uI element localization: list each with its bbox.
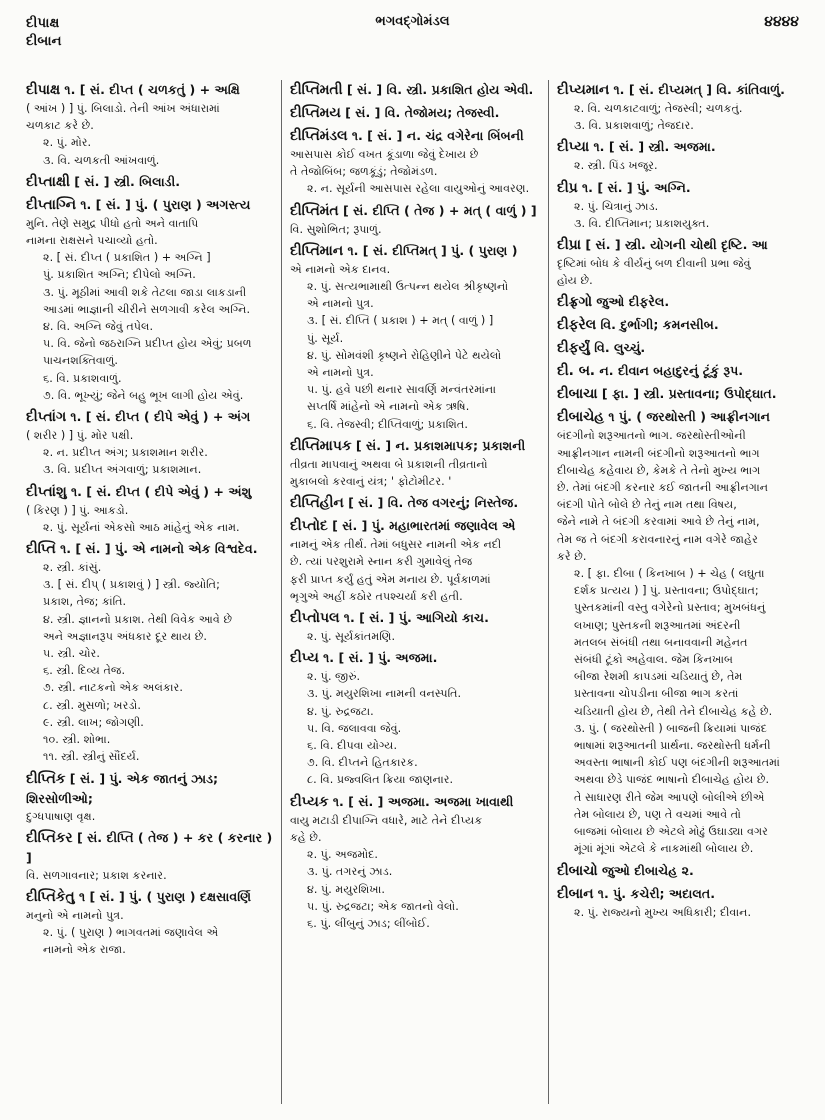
entry-sense-line: ૭. વિ. દીપ્તને હિતકારક. (307, 756, 418, 770)
entry-head-line (557, 137, 809, 157)
entry-head-line (290, 792, 540, 812)
dictionary-entry (26, 195, 274, 404)
entry-definition-line: ( કિરણ ) ] પું. આકડો. (26, 503, 129, 517)
dictionary-entry (26, 407, 274, 479)
entry-sense-line: દર્શક પ્રત્યય ) ] પું. પ્રસ્તાવના; ઉપોદ્ઘાત; (574, 584, 759, 598)
column-divider (548, 80, 549, 1104)
entry-definition-line: બંદગી પોતે બોલે છે તેનું નામ તથા વિષય, (557, 498, 737, 512)
entry-headword: દીપ્તિકર (26, 829, 73, 846)
entry-headword: દીપ્યા (557, 139, 590, 156)
entry-head-text: [ ફા. ] સ્ત્રી. પ્રસ્તાવના; ઉપોદ્ઘાત. (597, 386, 777, 402)
entry-sense-line: ૨. પું. જીરું. (307, 670, 361, 684)
dictionary-title: ભગવદ્ગોમંડલ (375, 14, 450, 29)
entry-headword: દીપ્તિ (26, 541, 56, 558)
entry-head-line (557, 884, 809, 904)
entry-sense-line: પું. પ્રકાશિત અગ્નિ; દીપેલો અગ્નિ. (43, 268, 196, 282)
entry-head-line (26, 887, 274, 907)
entry-head-text: [ સં. ] વિ. સ્ત્રી. પ્રકાશિત હોય એવી. (342, 82, 534, 97)
entry-sense-line: એ નામનો પુત્ર. (307, 297, 374, 311)
entry-definition-line: એ નામનો એક દાનવ. (290, 262, 391, 276)
entry-sense-line: ૨. પું. ચિત્રાનું ઝાડ. (574, 199, 659, 213)
dictionary-entry (26, 887, 274, 959)
dictionary-entry (557, 884, 809, 921)
dictionary-entry (557, 80, 809, 134)
entry-sense-line: ૩. વિ. પ્રકાશવાળું; તેજદાર. (574, 119, 694, 133)
entry-definition-line: વિ. સળગાવનાર; પ્રકાશ કરનાર. (26, 868, 167, 882)
entry-head-text: ૧. [ સં. દીપ્ત ( દીપે એવું ) + અંશુ (66, 483, 252, 499)
entry-sense-line: ૩. [ સં. દીપ્તિ ( પ્રકાશ ) + મત્ ( વાળું ) ] (307, 314, 494, 328)
entry-headword: દીપ્તોદ (290, 518, 328, 535)
dictionary-entry (557, 235, 809, 289)
entry-sense-line: તે સાધારણ રીતે જેમ આપણે બોલીએ છીએ (574, 790, 765, 804)
entry-head-text: ન. દીવાન બહાદુરનું ટૂંકું રૂપ. (595, 363, 744, 379)
entry-headword: દીપ્તિમાન (290, 242, 344, 259)
entry-definition-line: ચળકાટ કરે છે. (26, 119, 94, 133)
column-divider (281, 80, 282, 1104)
entry-sense-line: ૨. પું. રાજ્યનો મુખ્ય અધિકારી; દીવાન. (574, 905, 751, 919)
dictionary-entry (557, 861, 809, 881)
entry-sense-line: ૨. ન. પ્રદીપ્ત અંગ; પ્રકાશમાન શરીર. (43, 446, 208, 460)
entry-sense-line: ૨. [ ફા. દીબા ( કિનખાબ ) + ચેહ ( લઘુતા (574, 567, 765, 581)
entry-sense-line: પું. સૂર્ય. (307, 331, 344, 345)
entry-sense-line: ૪. સ્ત્રી. જ્ઞાનનો પ્રકાશ. તેથી વિવેક આવે છે (43, 612, 233, 626)
entry-head-text: જુઓ દીબાચેહ ૨. (597, 862, 694, 878)
entry-headword: દીપ્તિકેતુ (26, 888, 75, 905)
entry-headword: દીપ્તિમય (290, 105, 341, 121)
entry-sense-line: સંબંધી ટૂંકો અહેવાલ. જેમ કિનખાબ (574, 653, 734, 667)
entry-definition-line: કરે છે. (557, 549, 587, 563)
entry-head-text: ૧. [ સં. દીપ્તિમત્ ] પું. ( પુરાણ ) (343, 242, 518, 258)
dictionary-entry (290, 436, 540, 490)
entry-definition-line: મુનિ. તેણે સમુદ્ર પીધો હતો અને વાતાપિ (26, 216, 199, 230)
entry-head-line (26, 80, 274, 100)
entry-definition-line: જેને નામે તે બંદગી કરવામાં આવે છે તેનું નામ, (557, 515, 760, 529)
entry-head-text: ૧. પું. કચેરી; અદાલત. (593, 885, 716, 901)
entry-head-text: [ સં. દીપ્તિ ( તેજ ) + મત્ ( વાળું ) ] (338, 202, 537, 218)
entry-sense-line: ૩. વિ. ચળકતી આંખવાળું. (43, 153, 160, 167)
dictionary-entry (290, 516, 540, 605)
dictionary-entry (557, 361, 809, 381)
entry-head-line (557, 361, 809, 381)
entry-sense-line: સપ્તર્ષિ માંહેનો એ નામનો એક ઋષિ. (307, 400, 470, 414)
entry-head-line (26, 172, 274, 192)
page-header (26, 14, 799, 54)
dictionary-entry (26, 80, 274, 169)
entry-definition-line: આસપાસ કોઈ વખત કૂંડાળા જેવું દેખાય છે (290, 148, 479, 161)
entry-sense-line: મતલબ સંબંધી તથા બનાવવાની મહેનત (574, 635, 748, 649)
entry-head-line (26, 482, 274, 502)
entry-sense-line: અને અજ્ઞાનરૂપ અંધકાર દૂર થાય છે. (43, 629, 207, 643)
entry-head-line (26, 539, 274, 559)
dictionary-entry (290, 608, 540, 645)
entry-head-text: ૧. [ સં. ] સ્ત્રી. અજમા. (589, 139, 716, 155)
entry-sense-line: ૨. પું. મોર. (43, 136, 92, 150)
entry-sense-line: ૩. વિ. પ્રદીપ્ત અંગવાળું; પ્રકાશમાન. (43, 463, 202, 477)
entry-head-line (557, 338, 809, 358)
entry-head-line (290, 516, 540, 536)
entry-headword: દીપ્તિમંડલ (290, 128, 348, 144)
entry-sense-line: ૫. સ્ત્રી. ચોર. (43, 647, 100, 661)
entry-definition-line: કહે છે. (290, 830, 322, 844)
entry-sense-line: ૨. પું. અજમોદ. (307, 848, 378, 862)
entry-head-line (290, 241, 540, 261)
dictionary-entry (26, 172, 274, 192)
entry-headword: દીપ્યમાન (557, 82, 610, 98)
entry-sense-line: એ નામનો પુત્ર. (307, 366, 374, 380)
entry-head-text: ૧. [ સં. ] ન. ચંદ્ર વગેરેના બિંબની (347, 128, 524, 143)
entry-sense-line: ૭. સ્ત્રી. નાટકનો એક અલંકાર. (43, 681, 183, 695)
dictionary-entry (290, 648, 540, 788)
entry-definition-line: છે. તેમાં બંદગી કરનાર કઈ જાતની આફ્રીનગાન (557, 481, 769, 495)
entry-definition-line: દીબાચેહ કહેવાય છે, કેમકે તે તેનો મુખ્ય ભાગ (557, 463, 761, 477)
entry-head-text: [ સં. ] સ્ત્રી. બિલાડી. (69, 173, 180, 189)
entry-sense-line: ૩. વિ. દીપ્તિમાન; પ્રકાશયુક્ત. (574, 216, 710, 230)
entry-head-line (26, 769, 274, 808)
entry-headword: દીબાચા (557, 386, 598, 403)
entry-headword: દીપ્ર (557, 179, 578, 196)
entry-head-line (290, 608, 540, 628)
dictionary-entry (290, 80, 540, 100)
entry-headword: દીબાચો (557, 862, 598, 879)
entry-headword: દીપ્તિમતી (290, 82, 343, 98)
entry-head-text: [ સં. ] ન. પ્રકાશમાપક; પ્રકાશની (351, 437, 526, 453)
dictionary-entry (557, 315, 809, 335)
entry-sense-line: ૫. વિ. જેનો જઠરાગ્નિ પ્રદીપ્ત હોય એવું; પ્રબળ (43, 337, 252, 351)
entry-sense-line: બીજા રેશમી કાપડમાં ચડિયાતું છે, તેમ (574, 670, 743, 684)
dictionary-entry (26, 828, 274, 884)
entry-head-line (290, 493, 540, 513)
entry-sense-line: અવસ્તા ભાષાની કોઈ પણ બંદગીની શરૂઆતમાં (574, 756, 780, 770)
entry-sense-line: ૫. પું. રુદ્રજટા; એક જાતનો વેલો. (307, 899, 459, 913)
entry-sense-line: ૧૧. સ્ત્રી. સ્ત્રીનું સૌંદર્ય. (43, 750, 140, 764)
entry-head-text: વિ. લુચ્ચું. (589, 340, 646, 356)
entry-headword: દીપ્યક (290, 793, 329, 810)
entry-headword: દીપ્તિમંત (290, 202, 339, 219)
entry-head-text: ૧. [ સં. દીપ્ત ( ચળકતું ) + અક્ષિ (60, 82, 240, 97)
entry-head-text: ૧. [ સં. ] અજમા. અજમા ખાવાથી (328, 793, 514, 809)
entry-sense-line: ૧૦. સ્ત્રી. શોભા. (43, 733, 111, 747)
entry-sense-line: પાચનશક્તિવાળું. (43, 354, 118, 368)
entry-head-line (557, 80, 809, 100)
entry-head-line (557, 861, 809, 881)
entry-sense-line: તેમ બોલાય છે, પણ તે વચમાં આવે તો (574, 807, 741, 821)
entry-headword: દીપ્તાંશુ (26, 483, 67, 500)
entry-head-line (557, 178, 809, 198)
entry-head-text: ૧. [ સં. ] પું. અજમા. (318, 650, 438, 666)
entry-sense-line: ૨. પું. સૂર્યકાંતમણિ. (307, 630, 396, 644)
entry-definition-line: તે તેજોબિંબ; જળકૂંડું; તેજોમંડળ. (290, 165, 438, 179)
entry-headword: દીબાન (557, 885, 594, 902)
page-number: ૪૪૪૪ (764, 14, 799, 30)
entry-head-text: [ સં. ] વિ. તેજોમય; તેજસ્વી. (340, 105, 500, 120)
entry-sense-line: ભાષામાં શરૂઆતની પ્રાર્થના. જરથોસ્તી ધર્મની (574, 739, 771, 753)
entry-definition-line: વાયુ મટાડી દીપાગ્નિ વધારે, માટે તેને દીપ્યક (290, 813, 483, 827)
entry-sense-line: ૩. પું. મયુરશિખા નામની વનસ્પતિ. (307, 687, 462, 701)
entry-head-text: [ સં. ] વિ. તેજ વગરનું; નિસ્તેજ. (343, 495, 519, 511)
dictionary-entry (290, 493, 540, 513)
entry-sense-line: ૩. પું. તગરનું ઝાડ. (307, 865, 393, 879)
entry-head-text: [ સં. ] પું. મહાભારતમાં જણાવેલ એ (327, 518, 516, 534)
entry-definition-line: તીવ્રતા માપવાનું અથવા બે પ્રકાશની તીવ્રતાનો (290, 457, 488, 471)
entry-sense-line: ૬. વિ. પ્રકાશવાળું. (43, 371, 122, 385)
entry-head-line (26, 407, 274, 427)
entry-definition-line: દૃષ્ટિમાં બોધ કે વીર્યનું બળ દીવાની પ્રભા જેવું (557, 257, 751, 271)
entry-head-text: વિ. દુર્ભાગી; કમનસીબ. (596, 317, 719, 333)
entry-headword: દીબાચેહ (557, 409, 604, 426)
entry-head-line (557, 384, 809, 404)
entry-head-text: [ સં. ] પું. એક જાતનું ઝાડ; શિરસોળીઓ; (26, 770, 219, 806)
entry-definition-line: હોય છે. (557, 274, 593, 288)
entry-head-text: [ સં. દીપ્તિ ( તેજ ) + કર ( કરનાર ) ] (26, 829, 273, 865)
dictionary-entry (557, 178, 809, 232)
entry-sense-line: ચડિયાતી હોય છે, તેથી તેને દીબાચેહ કહે છે. (574, 704, 773, 718)
entry-sense-line: ૬. વિ. દીપવા યોગ્ય. (307, 739, 398, 753)
entry-definition-line: દુગ્ધપાષાણ વૃક્ષ. (26, 809, 96, 823)
entry-sense-line: બાજમાં બોલાય છે એટલે મોઢું ઉઘાડ્યા વગર (574, 825, 768, 839)
entry-sense-line: ૩. પું. ( જરથોસ્તી ) બાજની ક્રિયામાં પાજંદ (574, 721, 767, 735)
entry-sense-line: ૨. પું. ( પુરાણ ) ભાગવતમાં જણાવેલ એ (43, 926, 219, 940)
entry-head-line (557, 407, 809, 427)
entry-sense-line: ૫. વિ. જલાવવા જેવું. (307, 721, 402, 735)
dictionary-entry (557, 137, 809, 174)
entry-sense-line: ૮. વિ. પ્રજ્વલિત ક્રિયા જાણનાર. (307, 773, 454, 787)
entry-definition-line: નામના રાક્ષસને પચાવ્યો હતો. (26, 234, 158, 248)
column-1 (26, 80, 274, 962)
entry-headword: દીફરેલ (557, 317, 597, 334)
entry-headword: દીપ્તાક્ષી (26, 173, 70, 190)
entry-sense-line: ૨. ન. સૂર્યની આસપાસ રહેલા વાયુઓનું આવરણ. (307, 182, 530, 196)
entry-sense-line: મૂંગાં મૂંગાં એટલે કે નાકમાંથી બોલાય છે. (574, 842, 754, 856)
entry-head-text: જુઓ દીફરેલ. (592, 294, 670, 310)
entry-head-text: ૧. [ સં. ] પું. આગિયો કાચ. (339, 610, 489, 626)
entry-headword: દીપ્તિહીન (290, 495, 344, 512)
entry-headword: દીપાક્ષ (26, 82, 61, 98)
entry-sense-line: લખાણ; પુસ્તકની શરૂઆતમાં અંદરની (574, 618, 741, 632)
entry-sense-line: ૪. પું. રુદ્રજટા. (307, 704, 374, 718)
column-2 (290, 80, 540, 935)
entry-sense-line: ૨. [ સં. દીપ્ત ( પ્રકાશિત ) + અગ્નિ ] (43, 251, 211, 265)
guide-word-first: દીપાક્ષ (26, 15, 60, 31)
dictionary-entry (26, 482, 274, 536)
entry-sense-line: ૨. પું. સત્યભામાથી ઉત્પન્ન થયેલ શ્રીકૃષ્ણનો (307, 280, 509, 294)
entry-definition-line: ફરી પ્રાપ્ત કર્યું હતું એમ મનાય છે. પૂર્વકાળમાં (290, 572, 491, 586)
entry-definition-line: બંદગીનો શરૂઆતનો ભાગ. જરથોસ્તીઓની (557, 429, 746, 443)
entry-headword: દીપ્તોપલ (290, 610, 340, 627)
entry-sense-line: ૮. સ્ત્રી. મુસળો; ખરડો. (43, 698, 141, 712)
entry-head-line (26, 828, 274, 867)
entry-sense-line: ૨. વિ. ચળકાટવાળું; તેજસ્વી; ચળકતું. (574, 102, 743, 115)
dictionary-entry (290, 792, 540, 932)
entry-definition-line: ( આંખ ) ] પું. બિલાડો. તેની આંખ અંધારામાં (26, 102, 220, 115)
entry-definition-line: ( શરીર ) ] પું. મોર પક્ષી. (26, 429, 134, 443)
entry-sense-line: ૪. વિ. અગ્નિ જેવું તપેલ. (43, 320, 154, 334)
entry-head-text: ૧. [ સં. દીપ્ત ( દીપે એવું ) + અંગ (66, 409, 251, 425)
entry-definition-line: મનુનો એ નામનો પુત્ર. (26, 908, 124, 922)
entry-head-text: ૧. [ સં. ] પું. ( પુરાણ ) અગસ્ત્ય (75, 196, 251, 212)
entry-sense-line: પ્રકાશ, તેજ; કાંતિ. (43, 595, 127, 609)
entry-sense-line: ૩. [ સં. દીપ્ ( પ્રકાશવું ) ] સ્ત્રી. જ્યોતિ; (43, 578, 220, 592)
dictionary-entry (557, 292, 809, 312)
entry-head-line (290, 126, 540, 146)
entry-head-text: [ સં. ] સ્ત્રી. યોગની ચોથી દૃષ્ટિ. આ (581, 237, 768, 253)
entry-sense-line: નામનો એક રાજા. (43, 943, 126, 957)
entry-head-line (557, 292, 809, 312)
entry-sense-line: ૬. સ્ત્રી. દિવ્ય તેજ. (43, 664, 126, 678)
dictionary-entry (26, 769, 274, 825)
entry-head-line (557, 235, 809, 255)
entry-definition-line: ભૃગુએ અહીં કઠોર તપશ્ચર્યા કરી હતી. (290, 589, 463, 603)
dictionary-entry (290, 201, 540, 238)
dictionary-entry (557, 384, 809, 404)
entry-sense-line: ૬. વિ. તેજસ્વી; દીપ્તિવાળું; પ્રકાશિત. (307, 417, 468, 431)
entry-head-line (290, 436, 540, 456)
entry-definition-line: છે. ત્યાં પરશુરામે સ્નાન કરી ગુમાવેલું તેજ (290, 555, 473, 569)
entry-head-text: ૧ પું. ( જરથોસ્તી ) આફ્રીનગાન (603, 409, 770, 425)
dictionary-entry (290, 126, 540, 198)
dictionary-entry (26, 539, 274, 765)
entry-definition-line: આફ્રીનગાન નામની બંદગીનો શરૂઆતનો ભાગ (557, 446, 760, 460)
guide-word-last: દીબાન (26, 33, 62, 49)
entry-head-line (557, 315, 809, 335)
entry-head-line (290, 80, 540, 100)
entry-sense-line: ૪. પું. મયુરશિખા. (307, 882, 385, 896)
entry-sense-line: ૨. સ્ત્રી. કાંસું. (43, 561, 102, 575)
entry-head-text: ૧. [ સં. દીપ્યમત્ ] વિ. કાંતિવાળું. (609, 82, 785, 97)
entry-head-line (26, 195, 274, 215)
entry-headword: દીપ્ય (290, 650, 319, 667)
column-3 (557, 80, 809, 924)
entry-sense-line: ૬. પું. લીંબુનું ઝાડ; લીંબોઈ. (307, 916, 430, 930)
entry-sense-line: ૩. પું. મૂઠીમાં આવી શકે તેટલા જાડા લાકડાની (43, 285, 247, 299)
entry-head-text: ૧. [ સં. ] પું. અગ્નિ. (577, 179, 691, 195)
entry-definition-line: નામનું એક તીર્થ. તેમાં બધુસર નામની એક નદી (290, 538, 502, 552)
entry-definition-line: વિ. સુશોભિત; રૂપાળું. (290, 222, 382, 236)
entry-headword: દીફર્યું (557, 340, 590, 357)
entry-sense-line: ૭. વિ. ભૂખ્યું; જેને બહુ ભૂખ લાગી હોય એવું. (43, 388, 244, 402)
entry-head-text: ૧ [ સં. ] પું. ( પુરાણ ) દક્ષસાવર્ણિ (74, 888, 252, 904)
dictionary-entry (290, 241, 540, 433)
entry-headword: દીપ્રા (557, 237, 581, 254)
entry-definition-line: મુકાબલો કરવાનું યંત્ર; ' ફોટોમીટર. ' (290, 475, 452, 489)
dictionary-entry (290, 103, 540, 123)
entry-sense-line: આડમાં ભાજ્ઞાની ચીરીને સળગાવી કરેલ અગ્નિ. (43, 302, 251, 316)
entry-head-line (290, 103, 540, 123)
entry-sense-line: ૪. પું. સોમવંશી કૃષ્ણને રોહિણીને પેટે થયેલો (307, 348, 502, 362)
entry-sense-line: અથવા છેડે પાજંદ ભાષાનો દીબાચેહ હોય છે. (574, 773, 770, 787)
entry-head-text: ૧. [ સં. ] પું. એ નામનો એક વિશ્વદેવ. (55, 541, 258, 557)
entry-head-line (290, 201, 540, 221)
entry-headword: દી. બ. (557, 363, 596, 380)
entry-headword: દીપ્તિક (26, 770, 66, 787)
entry-head-line (290, 648, 540, 668)
dictionary-entry (557, 338, 809, 358)
entry-sense-line: ૫. પું. હવે પછી થનાર સાવર્ણિ મન્વંતરમાંના (307, 383, 496, 397)
entry-headword: દીપ્તિમાપક (290, 437, 352, 454)
entry-sense-line: પ્રસ્તાવના ચોપડીના બીજા ભાગ કરતાં (574, 687, 739, 701)
entry-sense-line: ૨. સ્ત્રી. પિંડ ખજૂર. (574, 159, 658, 173)
entry-headword: દીપ્તાગ્નિ (26, 196, 76, 213)
entry-sense-line: ૨. પું. સૂર્યનાં એકસો આઠ માંહેનું એક નામ. (43, 520, 240, 534)
entry-headword: દીફ્રગો (557, 294, 593, 311)
entry-definition-line: તેમ જ તે બંદગી કરાવનારનું નામ વગેરે જાહેર (557, 532, 758, 546)
entry-headword: દીપ્તાંગ (26, 409, 67, 426)
dictionary-entry (557, 407, 809, 857)
entry-sense-line: ૯. સ્ત્રી. લાખ; જોગણી. (43, 715, 144, 729)
entry-sense-line: પુસ્તકમાંની વસ્તુ વગેરેનો પ્રસ્તાવ; મુખબંધનું (574, 601, 766, 615)
